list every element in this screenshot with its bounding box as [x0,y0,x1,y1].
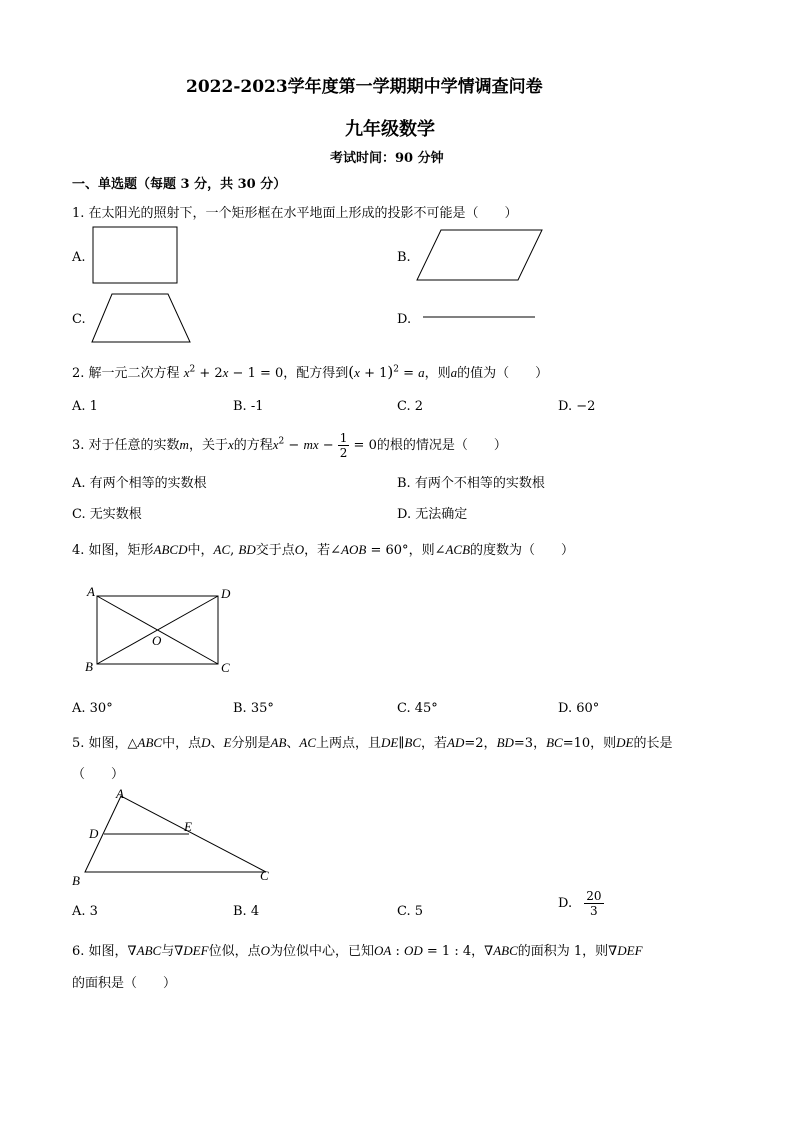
page-title: 2022-2023学年度第一学期期中学情调查问卷 [186,77,543,97]
q4-option-b: B. 35° [233,701,274,716]
label-a: A [116,786,124,801]
q1-option-c-figure [90,292,192,344]
label-o: O [152,633,162,648]
q2-option-b: B. -1 [233,399,264,414]
q6-stem: 6. 如图，∇ABC与∇DEF位似，点O为位似中心，已知OA : OD = 1 : 4，∇ABC的面积为 1，则∇DEF [72,943,643,959]
q2-option-a: A. 1 [72,399,98,414]
q5-stem: 5. 如图，△ABC中，点D、E分别是AB、AC上两点，且DE∥BC，若AD=2，BD=3，BC=10，则DE的长是 [72,735,673,751]
q2-option-c: C. 2 [397,399,424,414]
q3-option-c: C. 无实数根 [72,507,142,522]
label-b: B [72,873,80,888]
label-b: B [85,659,93,674]
q5-option-c: C. 5 [397,904,424,919]
q5-triangle-figure [72,786,274,888]
q3-option-a: A. 有两个相等的实数根 [72,476,207,491]
q1-option-a-figure [92,226,180,286]
label-c: C [260,868,269,883]
q3-option-d: D. 无法确定 [397,507,468,522]
section-heading: 一、单选题（每题 3 分，共 30 分） [72,177,287,192]
q4-option-a: A. 30° [72,701,113,716]
q5-option-b: B. 4 [233,904,260,919]
q2-stem: 2. 解一元二次方程 $x^2 + 2x - 1 = 0$，配方得到$(x + 1)^2 = a$，则a的值为（ ） [72,363,549,381]
q3-stem: 3. 对于任意的实数m，关于x的方程$x^2$ − mx − $\frac{1}{2}$ = 0的根的情况是（ ） [72,431,507,460]
q4-option-d: D. 60° [558,701,600,716]
label-c: C [221,660,230,675]
label-e: E [184,819,192,834]
q1-option-a-label: A. [72,250,86,265]
q2-option-d: D. −2 [558,399,596,414]
q2-equation: $x^2 + 2x - 1 = 0$ [183,364,284,381]
q6-stem-line2: 的面积是（ ） [72,976,177,991]
q3-option-b: B. 有两个不相等的实数根 [397,476,545,491]
label-d: D [221,586,231,601]
trapezoid-shape [92,294,190,342]
q5-option-d-fraction: $\frac{20}{3}$ [586,889,602,918]
q1-option-b-label: B. [397,250,411,265]
subtitle: 九年级数学 [345,119,435,140]
label-d: D [89,826,99,841]
q4-rectangle-figure [80,582,240,677]
parallelogram-shape [417,230,542,280]
q1-option-d-figure [422,314,537,320]
q1-stem: 1. 在太阳光的照射下，一个矩形框在水平地面上形成的投影不可能是（ ） [72,206,518,221]
q5-option-d: D. $\frac{20}{3}$ [558,889,602,918]
q4-option-c: C. 45° [397,701,438,716]
label-a: A [87,584,95,599]
q1-option-c-label: C. [72,312,86,327]
q1-option-b-figure [415,228,545,283]
q5-paren: （ ） [72,767,125,782]
q2-completed-square: (x + 1) [348,363,394,381]
exam-time: 考试时间：90 分钟 [330,151,444,166]
q4-stem: 4. 如图，矩形ABCD中，AC, BD交于点O，若∠AOB = 60°，则∠ACB的度数为（ ） [72,542,575,558]
q3-equation: $x^2$ − mx − $\frac{1}{2}$ = 0 [272,431,377,460]
rectangle-shape [93,227,177,283]
q5-option-a: A. 3 [72,904,98,919]
q1-option-d-label: D. [397,312,412,327]
